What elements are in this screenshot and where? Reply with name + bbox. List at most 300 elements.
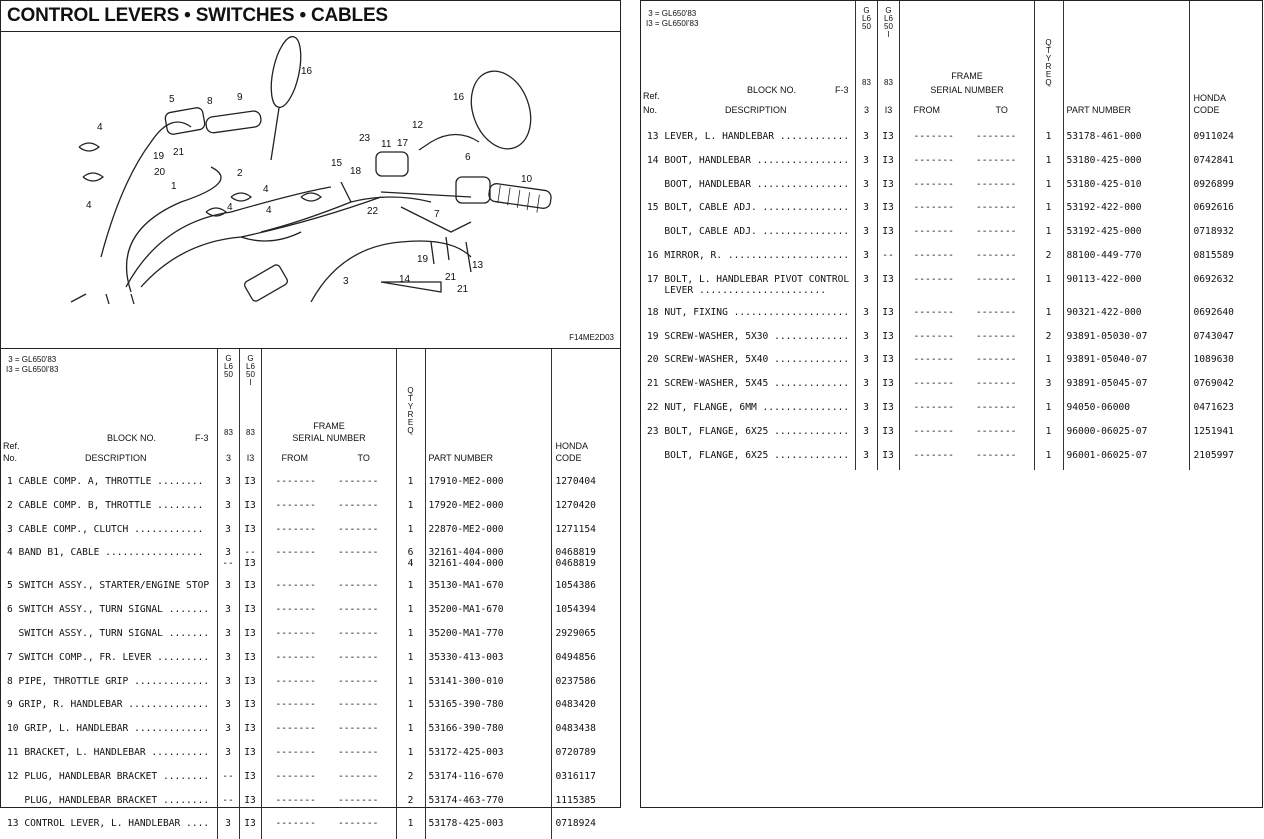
part-number: 53141-300-010 [428, 675, 504, 687]
quantity-required-cell [1034, 152, 1063, 176]
model-1-availability: 3 [863, 378, 869, 390]
honda-label: HONDA [555, 441, 589, 451]
callout-4b: 4 [86, 200, 92, 211]
model-1-availability-cell [855, 328, 877, 352]
table-row [641, 247, 1264, 271]
serial-to: ------- [337, 604, 379, 616]
table-row [641, 423, 1264, 447]
serial-to: ------- [975, 401, 1017, 413]
part-description: 23 BOLT, FLANGE, 6X25 ............. [647, 425, 850, 437]
serial-from: ------- [913, 202, 954, 214]
model-2-code: I3 [246, 453, 255, 463]
part-description: 2 CABLE COMP. B, THROTTLE ........ [7, 499, 204, 511]
model-2-availability-cell [877, 399, 899, 423]
model-2-availability-cell [877, 375, 899, 399]
model-2-availability-cell [239, 497, 261, 521]
callout-19: 19 [153, 151, 165, 162]
left-table-body [1, 464, 622, 839]
table-row [1, 768, 622, 792]
serial-to: ------- [975, 425, 1017, 437]
part-number: 94050-06000 [1066, 401, 1131, 413]
honda-code: 0720789 [555, 746, 596, 758]
serial-from: ------- [275, 818, 316, 830]
callout-7: 7 [434, 209, 440, 220]
model-1-availability-cell [855, 152, 877, 176]
from-label: FROM [281, 453, 308, 463]
model-2-availability: I3 [882, 306, 894, 318]
part-description: BOOT, HANDLEBAR ................ [647, 178, 850, 190]
part-number-cell [425, 464, 551, 497]
model-1-availability-cell [217, 744, 239, 768]
model-2-availability: I3 [244, 499, 256, 511]
part-number: 53172-425-003 [428, 746, 504, 758]
part-number-cell [425, 649, 551, 673]
figure-code: F14ME2D03 [569, 333, 614, 342]
quantity-required-cell [396, 696, 425, 720]
callout-4c: 4 [227, 202, 233, 213]
model-1-code: 3 [225, 453, 231, 463]
part-number-cell [1063, 152, 1189, 176]
serial-from-cell [261, 464, 396, 497]
part-number: 35200-MA1-770 [428, 627, 504, 639]
model-2-availability-cell [877, 199, 899, 223]
model-2-availability-cell [877, 247, 899, 271]
quantity-required-cell [396, 497, 425, 521]
no-label: No. [3, 453, 18, 463]
quantity-required: 2 [1045, 249, 1052, 261]
serial-to: ------- [337, 794, 379, 806]
quantity-required-cell [396, 625, 425, 649]
table-row [1, 649, 622, 673]
serial-from: ------- [275, 699, 316, 711]
model-1-availability-cell [217, 649, 239, 673]
part-description-cell [1, 649, 217, 673]
quantity-required: 1 [407, 476, 414, 487]
part-number: 53178-425-003 [428, 818, 504, 830]
model-2-availability: I3 [882, 425, 894, 437]
model-2-availability-cell [239, 744, 261, 768]
serial-from-cell [899, 304, 1034, 328]
part-description: BOLT, CABLE ADJ. ............... [647, 226, 850, 238]
serial-from: ------- [913, 306, 954, 318]
serial-to: ------- [975, 202, 1017, 214]
part-number-cell [425, 625, 551, 649]
model-2-availability-cell [239, 768, 261, 792]
part-number: 35200-MA1-670 [428, 604, 504, 616]
model-1-availability: 3 [863, 306, 869, 318]
part-description-cell [641, 351, 855, 375]
serial-from: ------- [275, 723, 316, 735]
model-2-availability-cell [877, 351, 899, 375]
model-1-availability-cell [855, 223, 877, 247]
callout-19b: 19 [417, 254, 429, 265]
model-1-availability-cell [855, 351, 877, 375]
model-2-availability: I3 [882, 378, 894, 390]
part-number-cell [425, 544, 551, 577]
honda-code-cell [551, 815, 622, 839]
part-description-cell [1, 497, 217, 521]
callout-16a: 16 [301, 66, 313, 77]
model-2-availability: I3 [244, 627, 256, 639]
part-description-cell [1, 792, 217, 816]
ref-label: Ref. [3, 441, 20, 451]
part-description-cell [1, 577, 217, 601]
model-1-name: GL650 [224, 354, 233, 379]
quantity-required-cell [396, 577, 425, 601]
serial-from: ------- [275, 604, 316, 616]
model-2-availability-cell [877, 271, 899, 304]
part-number-cell [425, 744, 551, 768]
model-2-availability: I3 [882, 202, 894, 214]
model-2-availability: I3 [882, 273, 894, 285]
block-no-value-right: F-3 [835, 85, 849, 95]
model-1-availability: 3 [863, 131, 869, 142]
description-label-right: DESCRIPTION [725, 105, 787, 115]
model-2-availability: I3 [244, 651, 256, 663]
serial-from: ------- [275, 499, 316, 511]
table-row [641, 271, 1264, 304]
serial-from-cell [899, 199, 1034, 223]
model-1-availability: 3 [225, 476, 231, 487]
quantity-required: 1 [1045, 449, 1052, 461]
part-description-cell [641, 199, 855, 223]
serial-from-cell [261, 696, 396, 720]
part-description-cell [641, 176, 855, 200]
model-1-availability-cell [855, 304, 877, 328]
part-description-cell [641, 223, 855, 247]
quantity-required-cell [1034, 247, 1063, 271]
honda-code: 0483420 [555, 699, 596, 711]
model-1-availability-cell [855, 447, 877, 471]
model-1-availability-cell [217, 625, 239, 649]
quantity-required: 1 [1045, 306, 1052, 318]
model-2-availability: -- [882, 249, 894, 261]
part-number-cell [1063, 223, 1189, 247]
honda-code-cell [551, 544, 622, 577]
serial-from: ------- [913, 401, 954, 413]
model-2-availability: I3 [882, 401, 894, 413]
model-2-availability: I3 [882, 226, 894, 238]
model-2-availability-cell [239, 464, 261, 497]
honda-code: 1251941 [1193, 425, 1234, 437]
quantity-required: 1 [407, 699, 414, 711]
quantity-required-cell [1034, 199, 1063, 223]
model-1-availability: 3 [225, 746, 231, 758]
callout-17: 17 [397, 138, 409, 149]
part-number-cell [425, 696, 551, 720]
quantity-required-cell [1034, 271, 1063, 304]
serial-from: ------- [275, 770, 316, 782]
quantity-required: 1 [407, 627, 414, 639]
serial-from-cell [261, 577, 396, 601]
serial-to: ------- [337, 651, 379, 663]
right-catalog-page [640, 0, 1263, 808]
model-2-availability-cell [239, 544, 261, 577]
model-2-availability: I3 [244, 476, 256, 487]
honda-code-cell [551, 744, 622, 768]
serial-from-cell [899, 119, 1034, 152]
serial-from-cell [899, 152, 1034, 176]
model-1-availability-cell [217, 521, 239, 545]
quantity-required: 1 [1045, 226, 1052, 238]
model-1-availability-cell [217, 768, 239, 792]
serial-from-cell [899, 399, 1034, 423]
honda-code: 0692632 [1193, 273, 1234, 285]
legend-line-2: I3 = GL650I'83 [6, 365, 59, 374]
part-description: 14 BOOT, HANDLEBAR ................ [647, 154, 850, 166]
table-row [1, 720, 622, 744]
right-grip-illustration [205, 110, 262, 133]
callout-1: 1 [171, 181, 177, 192]
quantity-required-cell [396, 544, 425, 577]
part-number: 17910-ME2-000 [428, 476, 504, 487]
serial-from: ------- [275, 476, 316, 487]
part-number-cell [425, 792, 551, 816]
part-description-cell [1, 720, 217, 744]
quantity-required: 1 [407, 499, 414, 511]
honda-code-cell [1189, 119, 1264, 152]
serial-from: ------- [275, 651, 316, 663]
serial-from-cell [261, 720, 396, 744]
table-row [641, 304, 1264, 328]
model-2-availability-cell [239, 815, 261, 839]
quantity-required: 1 [1045, 131, 1052, 142]
model-1-availability-cell [217, 544, 239, 577]
part-description-cell [1, 521, 217, 545]
honda-code-cell [1189, 375, 1264, 399]
part-number-cell [1063, 271, 1189, 304]
part-description-cell [641, 247, 855, 271]
part-description: 5 SWITCH ASSY., STARTER/ENGINE STOP [7, 580, 210, 592]
quantity-required: 3 [1045, 378, 1052, 390]
part-description-cell [1, 696, 217, 720]
part-number-cell [1063, 328, 1189, 352]
serial-from-cell [261, 673, 396, 697]
part-number-label-right: PART NUMBER [1066, 105, 1132, 115]
serial-from-cell [899, 271, 1034, 304]
quantity-required: 6 4 [407, 547, 414, 570]
honda-code: 0743047 [1193, 330, 1234, 342]
serial-to: ------- [337, 523, 379, 535]
serial-from-cell [899, 247, 1034, 271]
honda-code-cell [551, 521, 622, 545]
callout-4e: 4 [266, 205, 272, 216]
callout-18: 18 [350, 166, 362, 177]
part-number: 53180-425-010 [1066, 178, 1142, 190]
from-label-right: FROM [913, 105, 940, 115]
code-label-right: CODE [1193, 105, 1220, 115]
honda-code: 1270404 [555, 476, 596, 487]
part-description: BOLT, FLANGE, 6X25 ............. [647, 449, 850, 461]
model-1-availability: 3 [863, 401, 869, 413]
right-mirror-illustration [461, 63, 541, 157]
part-number: 53180-425-000 [1066, 154, 1142, 166]
part-description: 3 CABLE COMP., CLUTCH ............ [7, 523, 204, 535]
code-label: CODE [555, 453, 582, 463]
model-1-availability: 3 [863, 273, 869, 285]
part-number-cell [1063, 423, 1189, 447]
honda-code-cell [1189, 399, 1264, 423]
serial-from: ------- [275, 547, 316, 559]
honda-code: 0769042 [1193, 378, 1234, 390]
honda-code: 0911024 [1193, 131, 1234, 142]
model-1-availability-cell [217, 792, 239, 816]
quantity-required: 1 [1045, 401, 1052, 413]
part-number: 88100-449-770 [1066, 249, 1142, 261]
model-2-availability-cell [877, 119, 899, 152]
serial-from: ------- [275, 580, 316, 592]
part-number-cell [425, 768, 551, 792]
honda-code: 0471623 [1193, 401, 1234, 413]
honda-code: 1270420 [555, 499, 596, 511]
honda-code-cell [1189, 351, 1264, 375]
part-number: 53192-422-000 [1066, 202, 1142, 214]
quantity-required: 1 [407, 746, 414, 758]
model-2-availability-cell [239, 521, 261, 545]
model-2-availability: I3 [244, 580, 256, 592]
serial-number-label-right: SERIAL NUMBER [930, 85, 1004, 95]
right-table-body [641, 119, 1264, 470]
part-number: 93891-05045-07 [1066, 378, 1148, 390]
callout-16b: 16 [453, 92, 465, 103]
model-1-availability: 3 [225, 699, 231, 711]
callout-22: 22 [367, 206, 379, 217]
part-description: 16 MIRROR, R. ..................... [647, 249, 850, 261]
part-number: 53165-390-780 [428, 699, 504, 711]
quantity-required: 1 [1045, 178, 1052, 190]
part-description: 19 SCREW-WASHER, 5X30 ............. [647, 330, 850, 342]
callout-11: 11 [381, 139, 392, 150]
quantity-required-cell [1034, 223, 1063, 247]
description-label: DESCRIPTION [85, 453, 147, 463]
serial-from-cell [261, 815, 396, 839]
serial-from: ------- [913, 425, 954, 437]
quantity-required-cell [396, 792, 425, 816]
serial-to: ------- [337, 547, 379, 559]
model-2-availability-cell [239, 649, 261, 673]
serial-from: ------- [275, 746, 316, 758]
serial-to: ------- [975, 154, 1017, 166]
honda-code: 2105997 [1193, 449, 1234, 461]
model-2-availability-cell [877, 176, 899, 200]
model-1-availability-cell [855, 375, 877, 399]
model-2-availability: I3 [244, 675, 256, 687]
quantity-required-cell [1034, 399, 1063, 423]
part-description-cell [1, 673, 217, 697]
table-row [641, 176, 1264, 200]
honda-code-cell [1189, 304, 1264, 328]
model-1-availability-cell [217, 720, 239, 744]
table-row [641, 375, 1264, 399]
model-2-availability-cell [877, 223, 899, 247]
honda-code: 0692616 [1193, 202, 1234, 214]
part-number: 22870-ME2-000 [428, 523, 504, 535]
model-1-year: 83 [224, 428, 233, 437]
table-row [1, 673, 622, 697]
callout-23: 23 [359, 133, 371, 144]
callout-21b: 21 [445, 272, 457, 283]
quantity-required: 1 [1045, 425, 1052, 437]
callout-12: 12 [412, 120, 424, 131]
model-2-availability: I3 [244, 794, 256, 806]
serial-to: ------- [975, 273, 1017, 285]
table-row [1, 625, 622, 649]
callout-5: 5 [169, 94, 175, 105]
table-row [1, 744, 622, 768]
honda-code: 1054386 [555, 580, 596, 592]
honda-code-cell [1189, 423, 1264, 447]
quantity-required: 2 [407, 770, 414, 782]
part-description-cell [641, 119, 855, 152]
part-description-cell [641, 375, 855, 399]
honda-code: 0742841 [1193, 154, 1234, 166]
callout-21: 21 [173, 147, 185, 158]
serial-from-cell [261, 744, 396, 768]
part-description-cell [641, 399, 855, 423]
honda-code-cell [1189, 199, 1264, 223]
part-number-cell [1063, 399, 1189, 423]
model-1-availability: 3 -- [222, 547, 234, 570]
honda-code-cell [551, 792, 622, 816]
serial-from-cell [261, 497, 396, 521]
part-number-cell [1063, 304, 1189, 328]
model-2-availability: I3 [882, 449, 894, 461]
serial-from-cell [261, 649, 396, 673]
part-number: 90113-422-000 [1066, 273, 1142, 285]
serial-from: ------- [275, 627, 316, 639]
quantity-required-cell [1034, 176, 1063, 200]
serial-from: ------- [913, 449, 954, 461]
part-number: 53174-116-670 [428, 770, 504, 782]
serial-to: ------- [975, 354, 1017, 366]
part-description: 11 BRACKET, L. HANDLEBAR .......... [7, 746, 210, 758]
model-1-availability: 3 [225, 499, 231, 511]
cable-path-1 [101, 122, 191, 257]
model-1-availability: 3 [863, 425, 869, 437]
block-no-value: F-3 [195, 433, 209, 443]
model-2-availability: I3 [244, 723, 256, 735]
quantity-required: 1 [407, 818, 414, 830]
serial-from: ------- [913, 178, 954, 190]
quantity-required: 1 [407, 604, 414, 616]
part-number-cell [425, 720, 551, 744]
quantity-required-cell [396, 673, 425, 697]
honda-code-cell [551, 577, 622, 601]
part-number-cell [1063, 375, 1189, 399]
model-2-availability-cell [877, 328, 899, 352]
callout-14: 14 [399, 274, 411, 285]
table-row [1, 521, 622, 545]
model-1-availability: 3 [863, 202, 869, 214]
serial-from: ------- [913, 378, 954, 390]
model-1-availability-cell [217, 497, 239, 521]
model-1-availability: 3 [225, 523, 231, 535]
honda-code: 1115385 [555, 794, 596, 806]
honda-code-cell [551, 673, 622, 697]
table-row [1, 577, 622, 601]
model-2-availability: I3 [244, 604, 256, 616]
serial-from-cell [899, 423, 1034, 447]
part-description: 8 PIPE, THROTTLE GRIP ............. [7, 675, 210, 687]
honda-code: 0692640 [1193, 306, 1234, 318]
serial-to: ------- [337, 818, 379, 830]
serial-to: ------- [337, 699, 379, 711]
legend-line-1: 3 = GL650'83 [8, 355, 57, 364]
part-description-cell [641, 447, 855, 471]
honda-code-cell [551, 497, 622, 521]
quantity-required-cell [1034, 423, 1063, 447]
model-1-availability: 3 [225, 580, 231, 592]
